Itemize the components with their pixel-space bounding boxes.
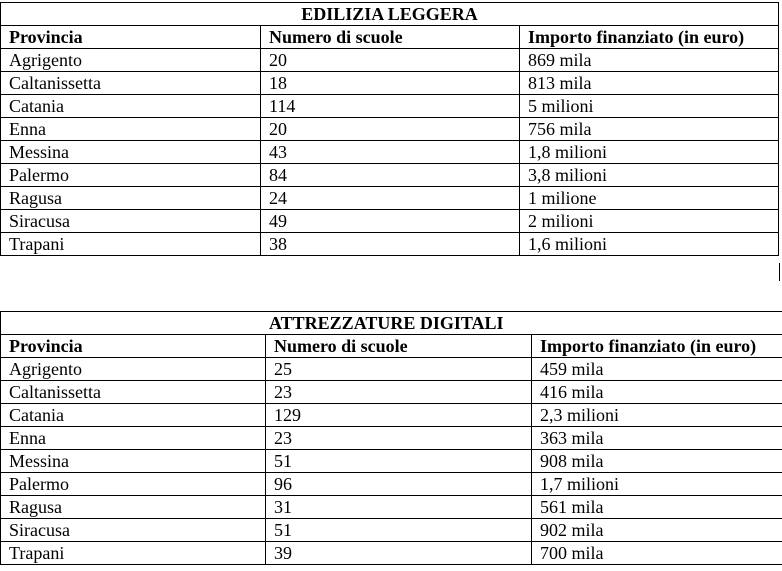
cell-provincia: Ragusa — [1, 496, 266, 519]
cell-importo: 459 mila — [532, 358, 782, 381]
cell-importo: 813 mila — [520, 72, 779, 95]
table-row — [1, 187, 779, 210]
table-title: ATTREZZATURE DIGITALI — [1, 312, 782, 335]
cell-importo: 1,7 milioni — [532, 473, 782, 496]
cell-provincia: Catania — [1, 404, 266, 427]
table-title: EDILIZIA LEGGERA — [1, 3, 779, 26]
cell-numero-scuole: 23 — [266, 381, 532, 404]
cell-importo: 869 mila — [520, 49, 779, 72]
table-row — [1, 496, 782, 519]
table-row — [1, 450, 782, 473]
cell-numero-scuole: 49 — [261, 210, 520, 233]
cell-importo: 908 mila — [532, 450, 782, 473]
cell-provincia: Caltanissetta — [1, 381, 266, 404]
cell-numero-scuole: 51 — [266, 450, 532, 473]
cell-importo: 1,8 milioni — [520, 141, 779, 164]
cell-numero-scuole: 84 — [261, 164, 520, 187]
cell-importo: 3,8 milioni — [520, 164, 779, 187]
cell-numero-scuole: 20 — [261, 49, 520, 72]
cell-provincia: Catania — [1, 95, 261, 118]
cell-importo: 561 mila — [532, 496, 782, 519]
column-header-importo: Importo finanziato (in euro) — [532, 335, 782, 358]
cell-importo: 700 mila — [532, 542, 782, 565]
cell-numero-scuole: 51 — [266, 519, 532, 542]
cell-numero-scuole: 39 — [266, 542, 532, 565]
cell-numero-scuole: 24 — [261, 187, 520, 210]
cell-provincia: Messina — [1, 141, 261, 164]
cell-provincia: Palermo — [1, 473, 266, 496]
cell-importo: 902 mila — [532, 519, 782, 542]
cell-provincia: Agrigento — [1, 358, 266, 381]
column-header-importo: Importo finanziato (in euro) — [520, 26, 779, 49]
cell-provincia: Trapani — [1, 542, 266, 565]
column-header-numero-scuole: Numero di scuole — [266, 335, 532, 358]
cell-provincia: Ragusa — [1, 187, 261, 210]
column-header-provincia: Provincia — [1, 26, 261, 49]
table-row — [1, 233, 779, 256]
column-header-numero-scuole: Numero di scuole — [261, 26, 520, 49]
table-row — [1, 358, 782, 381]
cell-numero-scuole: 31 — [266, 496, 532, 519]
table-row — [1, 427, 782, 450]
table-row — [1, 118, 779, 141]
table-row — [1, 404, 782, 427]
table-row — [1, 95, 779, 118]
cell-provincia: Palermo — [1, 164, 261, 187]
cell-provincia: Caltanissetta — [1, 72, 261, 95]
table-row — [1, 519, 782, 542]
cell-provincia: Enna — [1, 427, 266, 450]
cell-provincia: Siracusa — [1, 210, 261, 233]
cell-provincia: Messina — [1, 450, 266, 473]
table-header-row — [1, 335, 782, 358]
table-attrezzature-digitali — [0, 311, 782, 565]
table-row — [1, 72, 779, 95]
cell-provincia: Agrigento — [1, 49, 261, 72]
table-body — [1, 358, 782, 565]
cell-numero-scuole: 38 — [261, 233, 520, 256]
cell-importo: 1,6 milioni — [520, 233, 779, 256]
table-row — [1, 49, 779, 72]
table-title-row — [1, 3, 779, 26]
cell-provincia: Siracusa — [1, 519, 266, 542]
cell-numero-scuole: 96 — [266, 473, 532, 496]
column-header-provincia: Provincia — [1, 335, 266, 358]
table-row — [1, 381, 782, 404]
cell-numero-scuole: 20 — [261, 118, 520, 141]
cell-importo: 2,3 milioni — [532, 404, 782, 427]
cell-importo: 2 milioni — [520, 210, 779, 233]
cell-provincia: Enna — [1, 118, 261, 141]
cell-numero-scuole: 43 — [261, 141, 520, 164]
table-body — [1, 49, 779, 256]
cell-numero-scuole: 23 — [266, 427, 532, 450]
table-row — [1, 210, 779, 233]
table-header-row — [1, 26, 779, 49]
cell-importo: 416 mila — [532, 381, 782, 404]
cell-numero-scuole: 129 — [266, 404, 532, 427]
table-row — [1, 542, 782, 565]
table-border-fragment — [779, 263, 780, 281]
table-edilizia-leggera — [0, 2, 779, 256]
table-row — [1, 473, 782, 496]
cell-importo: 756 mila — [520, 118, 779, 141]
cell-numero-scuole: 25 — [266, 358, 532, 381]
cell-importo: 1 milione — [520, 187, 779, 210]
table-row — [1, 141, 779, 164]
table-row — [1, 164, 779, 187]
cell-numero-scuole: 18 — [261, 72, 520, 95]
cell-importo: 5 milioni — [520, 95, 779, 118]
table-title-row — [1, 312, 782, 335]
cell-importo: 363 mila — [532, 427, 782, 450]
cell-provincia: Trapani — [1, 233, 261, 256]
cell-numero-scuole: 114 — [261, 95, 520, 118]
